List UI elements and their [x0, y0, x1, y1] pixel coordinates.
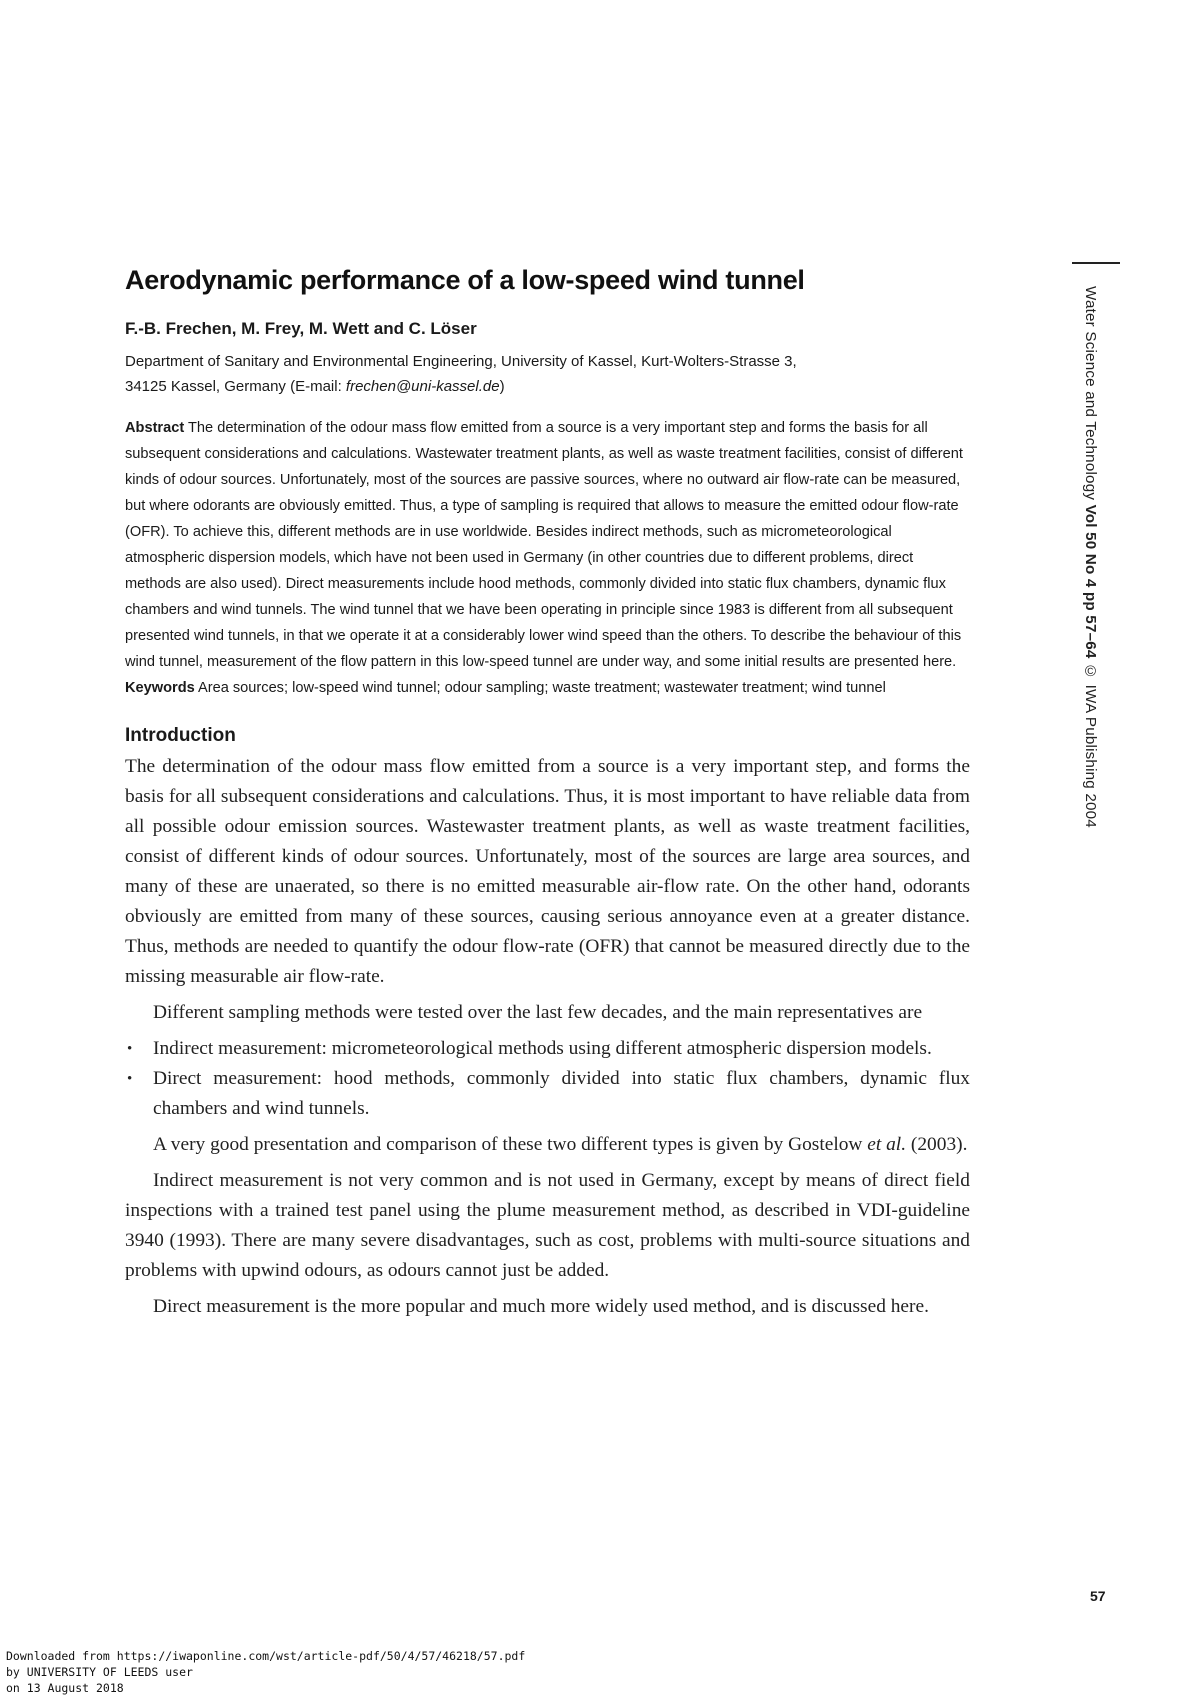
journal-volume: Vol 50 No 4 pp 57–64: [1082, 504, 1099, 659]
sidebar-rule: [1072, 262, 1120, 264]
journal-copyright: © IWA Publishing 2004: [1082, 658, 1099, 828]
list-item-text: Indirect measurement: micrometeorological methods using different atmospheric dispersion models.: [153, 1038, 932, 1059]
intro-paragraph-5: Direct measurement is the more popular and much more widely used method, and is discussed here.: [153, 1296, 929, 1317]
abstract-label: Abstract: [125, 420, 185, 436]
intro-paragraph-3-prefix: A very good presentation and comparison of these two different types is given by Gostelow: [153, 1134, 868, 1155]
intro-paragraph-1: The determination of the odour mass flow emitted from a source is a very important step, and forms the basis for all subsequent considerations and calculations. Thus, it is most important to have reliable data from all possible odour emission sources. Wastewaster treatment plants, as well as waste treatment facilities, consist of different kinds of odour sources. Unfortunately, most of the sources are large area sources, and many of these are unaerated, so there is no emitted measurable air-flow rate. On the other hand, odorants obviously are emitted from many of these sources, causing serious annoyance even at a greater distance. Thus, methods are needed to quantify the odour flow-rate (OFR) that cannot be measured directly due to the missing measurable air flow-rate.: [125, 756, 970, 987]
abstract: [125, 415, 970, 675]
download-note: [6, 1648, 525, 1696]
bullet-icon: •: [127, 1041, 133, 1057]
journal-sidebar: [1082, 286, 1099, 828]
list-item-text: Direct measurement: hood methods, commonly divided into static flux chambers, dynamic flux chambers and wind tunnels.: [153, 1068, 970, 1119]
intro-paragraph-4: Indirect measurement is not very common and is not used in Germany, except by means of direct field inspections with a trained test panel using the plume measurement method, as described in VDI-guideline 3940 (1993). There are many severe disadvantages, such as cost, problems with multi-source situations and problems with upwind odours, as odours cannot just be added.: [125, 1170, 970, 1281]
affiliation-line-2-prefix: 34125 Kassel, Germany (E-mail:: [125, 378, 346, 395]
keywords-label: Keywords: [125, 680, 195, 696]
intro-paragraph-3: [125, 1130, 970, 1160]
section-heading-introduction: Introduction: [125, 725, 236, 746]
download-note-line-3: on 13 August 2018: [6, 1681, 124, 1695]
keywords-text: Area sources; low-speed wind tunnel; odour sampling; waste treatment; wastewater treatment; wind tunnel: [198, 680, 886, 696]
affiliation: [125, 349, 970, 399]
intro-paragraph-3-suffix: (2003).: [906, 1134, 968, 1155]
abstract-text: The determination of the odour mass flow emitted from a source is a very important step and forms the basis for all subsequent considerations and calculations. Wastewater treatment plants, as well as waste treatment facilities, consist of different kinds of odour sources. Unfortunately, most of the sources are passive sources, where no outward air flow-rate can be measured, but where odorants are obviously emitted. Thus, a type of sampling is required that allows to measure the emitted odour flow-rate (OFR). To achieve this, different methods are in use worldwide. Besides indirect methods, such as micrometeorological atmospheric dispersion models, which have not been used in Germany (in other countries due to different problems, direct methods are also used). Direct measurements include hood methods, commonly divided into static flux chambers, dynamic flux chambers and wind tunnels. The wind tunnel that we have been operating in principle since 1983 is different from all subsequent presented wind tunnels, in that we operate it at a considerably lower wind speed than the others. To describe the behaviour of this wind tunnel, measurement of the flow pattern in this low-speed tunnel are under way, and some initial results are presented here.: [125, 420, 963, 670]
introduction-body: [125, 752, 970, 1322]
list-item: [125, 1064, 970, 1124]
method-bullet-list: [125, 1034, 970, 1124]
page-number: 57: [1090, 1588, 1106, 1604]
article: [125, 265, 970, 1328]
authors: F.-B. Frechen, M. Frey, M. Wett and C. Löser: [125, 319, 477, 338]
intro-paragraph-3-etal: et al.: [867, 1134, 907, 1155]
keywords: [125, 675, 970, 701]
article-title: Aerodynamic performance of a low-speed wind tunnel: [125, 265, 805, 295]
author-email-link[interactable]: frechen@uni-kassel.de: [345, 378, 500, 395]
affiliation-line-2-suffix: ): [499, 378, 505, 395]
list-item: [125, 1034, 970, 1064]
journal-name: Water Science and Technology: [1082, 286, 1099, 505]
bullet-icon: •: [127, 1071, 133, 1087]
affiliation-line-1: Department of Sanitary and Environmental Engineering, University of Kassel, Kurt-Wolters-Strasse 3,: [125, 353, 797, 370]
download-note-line-2: by UNIVERSITY OF LEEDS user: [6, 1665, 193, 1679]
intro-paragraph-2: Different sampling methods were tested over the last few decades, and the main representatives are: [153, 1002, 923, 1023]
download-note-line-1: Downloaded from https://iwaponline.com/wst/article-pdf/50/4/57/46218/57.pdf: [6, 1649, 526, 1663]
